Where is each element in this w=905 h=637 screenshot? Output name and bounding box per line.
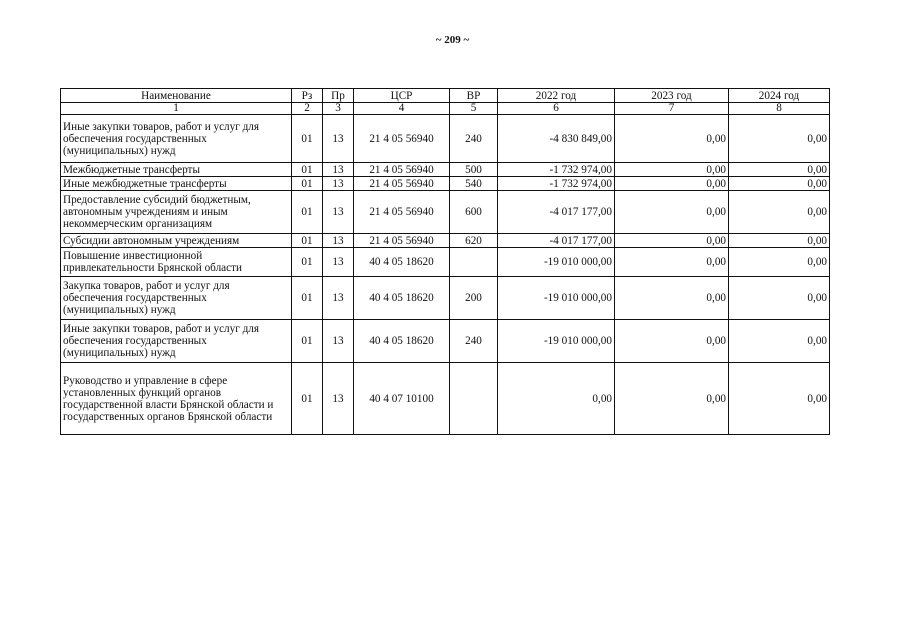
row-2022: -19 010 000,00 [498,320,615,363]
row-2024: 0,00 [729,191,830,234]
row-2024: 0,00 [729,363,830,435]
row-2023: 0,00 [615,248,729,277]
table-row [61,277,830,320]
row-name: Руководство и управление в сфере установленных функций органов государственной власти Брянской области и государственных органов Брянской области [61,363,292,435]
budget-table [60,88,830,435]
row-2022: -19 010 000,00 [498,277,615,320]
header-2024: 2024 год [729,89,830,103]
row-vr [450,363,498,435]
row-vr: 540 [450,177,498,191]
row-rz: 01 [292,234,323,248]
row-vr [450,248,498,277]
table-row [61,191,830,234]
header-pr: Пр [323,89,354,103]
row-2024: 0,00 [729,320,830,363]
row-2024: 0,00 [729,177,830,191]
row-csr: 40 4 05 18620 [354,320,450,363]
row-name: Предоставление субсидий бюджетным, автономным учреждениям и иным некоммерческим организациям [61,191,292,234]
row-name: Повышение инвестиционной привлекательности Брянской области [61,248,292,277]
row-2022: -1 732 974,00 [498,177,615,191]
header-2022: 2022 год [498,89,615,103]
header-csr: ЦСР [354,89,450,103]
row-2023: 0,00 [615,234,729,248]
row-2023: 0,00 [615,277,729,320]
column-number: 4 [354,103,450,115]
row-2024: 0,00 [729,248,830,277]
row-vr: 240 [450,320,498,363]
row-pr: 13 [323,163,354,177]
row-2024: 0,00 [729,277,830,320]
header-row [61,89,830,103]
row-vr: 200 [450,277,498,320]
row-2024: 0,00 [729,115,830,163]
row-2022: -19 010 000,00 [498,248,615,277]
row-rz: 01 [292,191,323,234]
row-2024: 0,00 [729,163,830,177]
table-row [61,320,830,363]
row-vr: 600 [450,191,498,234]
row-2022: -4 017 177,00 [498,191,615,234]
column-number: 7 [615,103,729,115]
table-row [61,163,830,177]
table-row [61,363,830,435]
table-row [61,115,830,163]
header-name: Наименование [61,89,292,103]
row-2023: 0,00 [615,115,729,163]
row-rz: 01 [292,163,323,177]
row-pr: 13 [323,234,354,248]
row-csr: 40 4 07 10100 [354,363,450,435]
row-name: Иные закупки товаров, работ и услуг для обеспечения государственных (муниципальных) нужд [61,320,292,363]
column-number: 1 [61,103,292,115]
row-name: Межбюджетные трансферты [61,163,292,177]
row-pr: 13 [323,248,354,277]
column-number: 6 [498,103,615,115]
row-rz: 01 [292,177,323,191]
row-csr: 21 4 05 56940 [354,163,450,177]
row-pr: 13 [323,191,354,234]
row-csr: 40 4 05 18620 [354,277,450,320]
column-number: 2 [292,103,323,115]
table-row [61,248,830,277]
column-number: 3 [323,103,354,115]
row-2022: -4 830 849,00 [498,115,615,163]
row-2022: 0,00 [498,363,615,435]
row-rz: 01 [292,277,323,320]
header-vr: ВР [450,89,498,103]
row-pr: 13 [323,177,354,191]
row-name: Иные закупки товаров, работ и услуг для обеспечения государственных (муниципальных) нужд [61,115,292,163]
row-2023: 0,00 [615,363,729,435]
row-csr: 21 4 05 56940 [354,234,450,248]
column-number: 8 [729,103,830,115]
row-2023: 0,00 [615,191,729,234]
row-2023: 0,00 [615,163,729,177]
row-pr: 13 [323,320,354,363]
row-vr: 500 [450,163,498,177]
table-row [61,177,830,191]
row-pr: 13 [323,115,354,163]
row-csr: 40 4 05 18620 [354,248,450,277]
row-vr: 620 [450,234,498,248]
row-2023: 0,00 [615,320,729,363]
row-2023: 0,00 [615,177,729,191]
page-number: ~ 209 ~ [435,34,470,46]
row-2022: -4 017 177,00 [498,234,615,248]
row-name: Субсидии автономным учреждениям [61,234,292,248]
row-csr: 21 4 05 56940 [354,115,450,163]
row-rz: 01 [292,363,323,435]
row-rz: 01 [292,248,323,277]
row-rz: 01 [292,320,323,363]
row-name: Закупка товаров, работ и услуг для обеспечения государственных (муниципальных) нужд [61,277,292,320]
row-csr: 21 4 05 56940 [354,177,450,191]
header-2023: 2023 год [615,89,729,103]
row-pr: 13 [323,277,354,320]
row-2024: 0,00 [729,234,830,248]
row-pr: 13 [323,363,354,435]
header-rz: Рз [292,89,323,103]
row-name: Иные межбюджетные трансферты [61,177,292,191]
row-vr: 240 [450,115,498,163]
table-row [61,234,830,248]
row-rz: 01 [292,115,323,163]
column-number-row [61,103,830,115]
row-2022: -1 732 974,00 [498,163,615,177]
column-number: 5 [450,103,498,115]
row-csr: 21 4 05 56940 [354,191,450,234]
